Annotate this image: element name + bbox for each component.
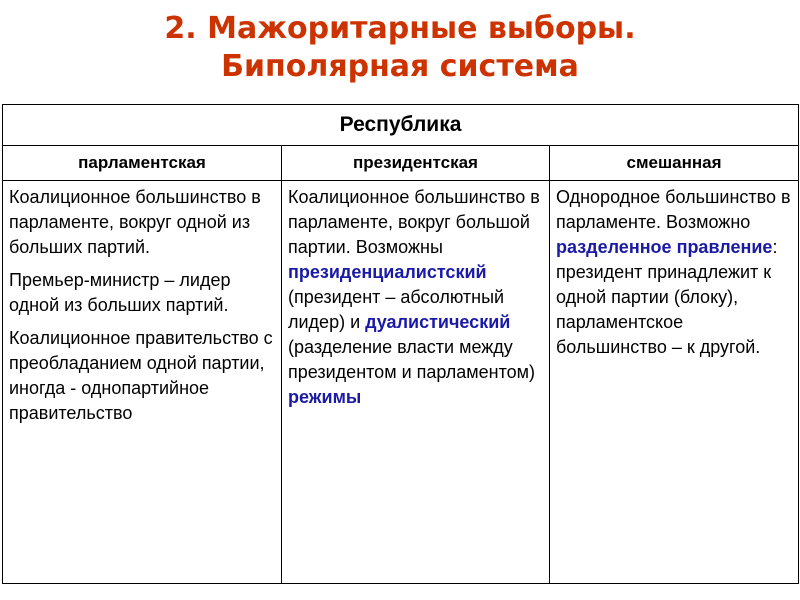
- cell-mixed: [550, 181, 799, 584]
- slide-title-line-2: Биполярная система: [221, 49, 579, 84]
- presidential-text-1: Коалиционное большинство в парламенте, вокруг большой партии. Возможны: [288, 187, 540, 257]
- parliamentary-paragraph-3: Коалиционное правительство с преобладанием одной партии, иногда - однопартийное правительство: [9, 328, 273, 423]
- table-header-republic: Республика: [3, 105, 799, 146]
- mixed-text-1: Однородное большинство в парламенте. Возможно: [556, 187, 791, 232]
- slide-title: [0, 10, 800, 86]
- cell-presidential: [282, 181, 550, 584]
- column-header-presidential: президентская: [282, 146, 550, 181]
- column-header-mixed: смешанная: [550, 146, 799, 181]
- parliamentary-paragraph-2: Премьер-министр – лидер одной из больших партий.: [9, 270, 231, 315]
- presidential-highlight-dualistic: дуалистический: [365, 312, 511, 332]
- slide-title-line-1: 2. Мажоритарные выборы.: [164, 11, 636, 46]
- column-header-parliamentary: парламентская: [3, 146, 282, 181]
- presidential-highlight-presidentialist: президенциалистский: [288, 262, 487, 282]
- presidential-text-2: (президент – абсолютный лидер) и: [288, 287, 505, 332]
- mixed-text-2: : президент принадлежит к одной партии (блоку), парламентское большинство – к другой.: [556, 237, 778, 357]
- parliamentary-paragraph-1: Коалиционное большинство в парламенте, вокруг одной из больших партий.: [9, 187, 261, 257]
- cell-parliamentary: [3, 181, 282, 584]
- presidential-text-3: (разделение власти между президентом и парламентом): [288, 337, 536, 382]
- mixed-highlight-divided-government: разделенное правление: [556, 237, 773, 257]
- republic-table: [2, 104, 799, 584]
- presidential-highlight-regimes: режимы: [288, 387, 362, 407]
